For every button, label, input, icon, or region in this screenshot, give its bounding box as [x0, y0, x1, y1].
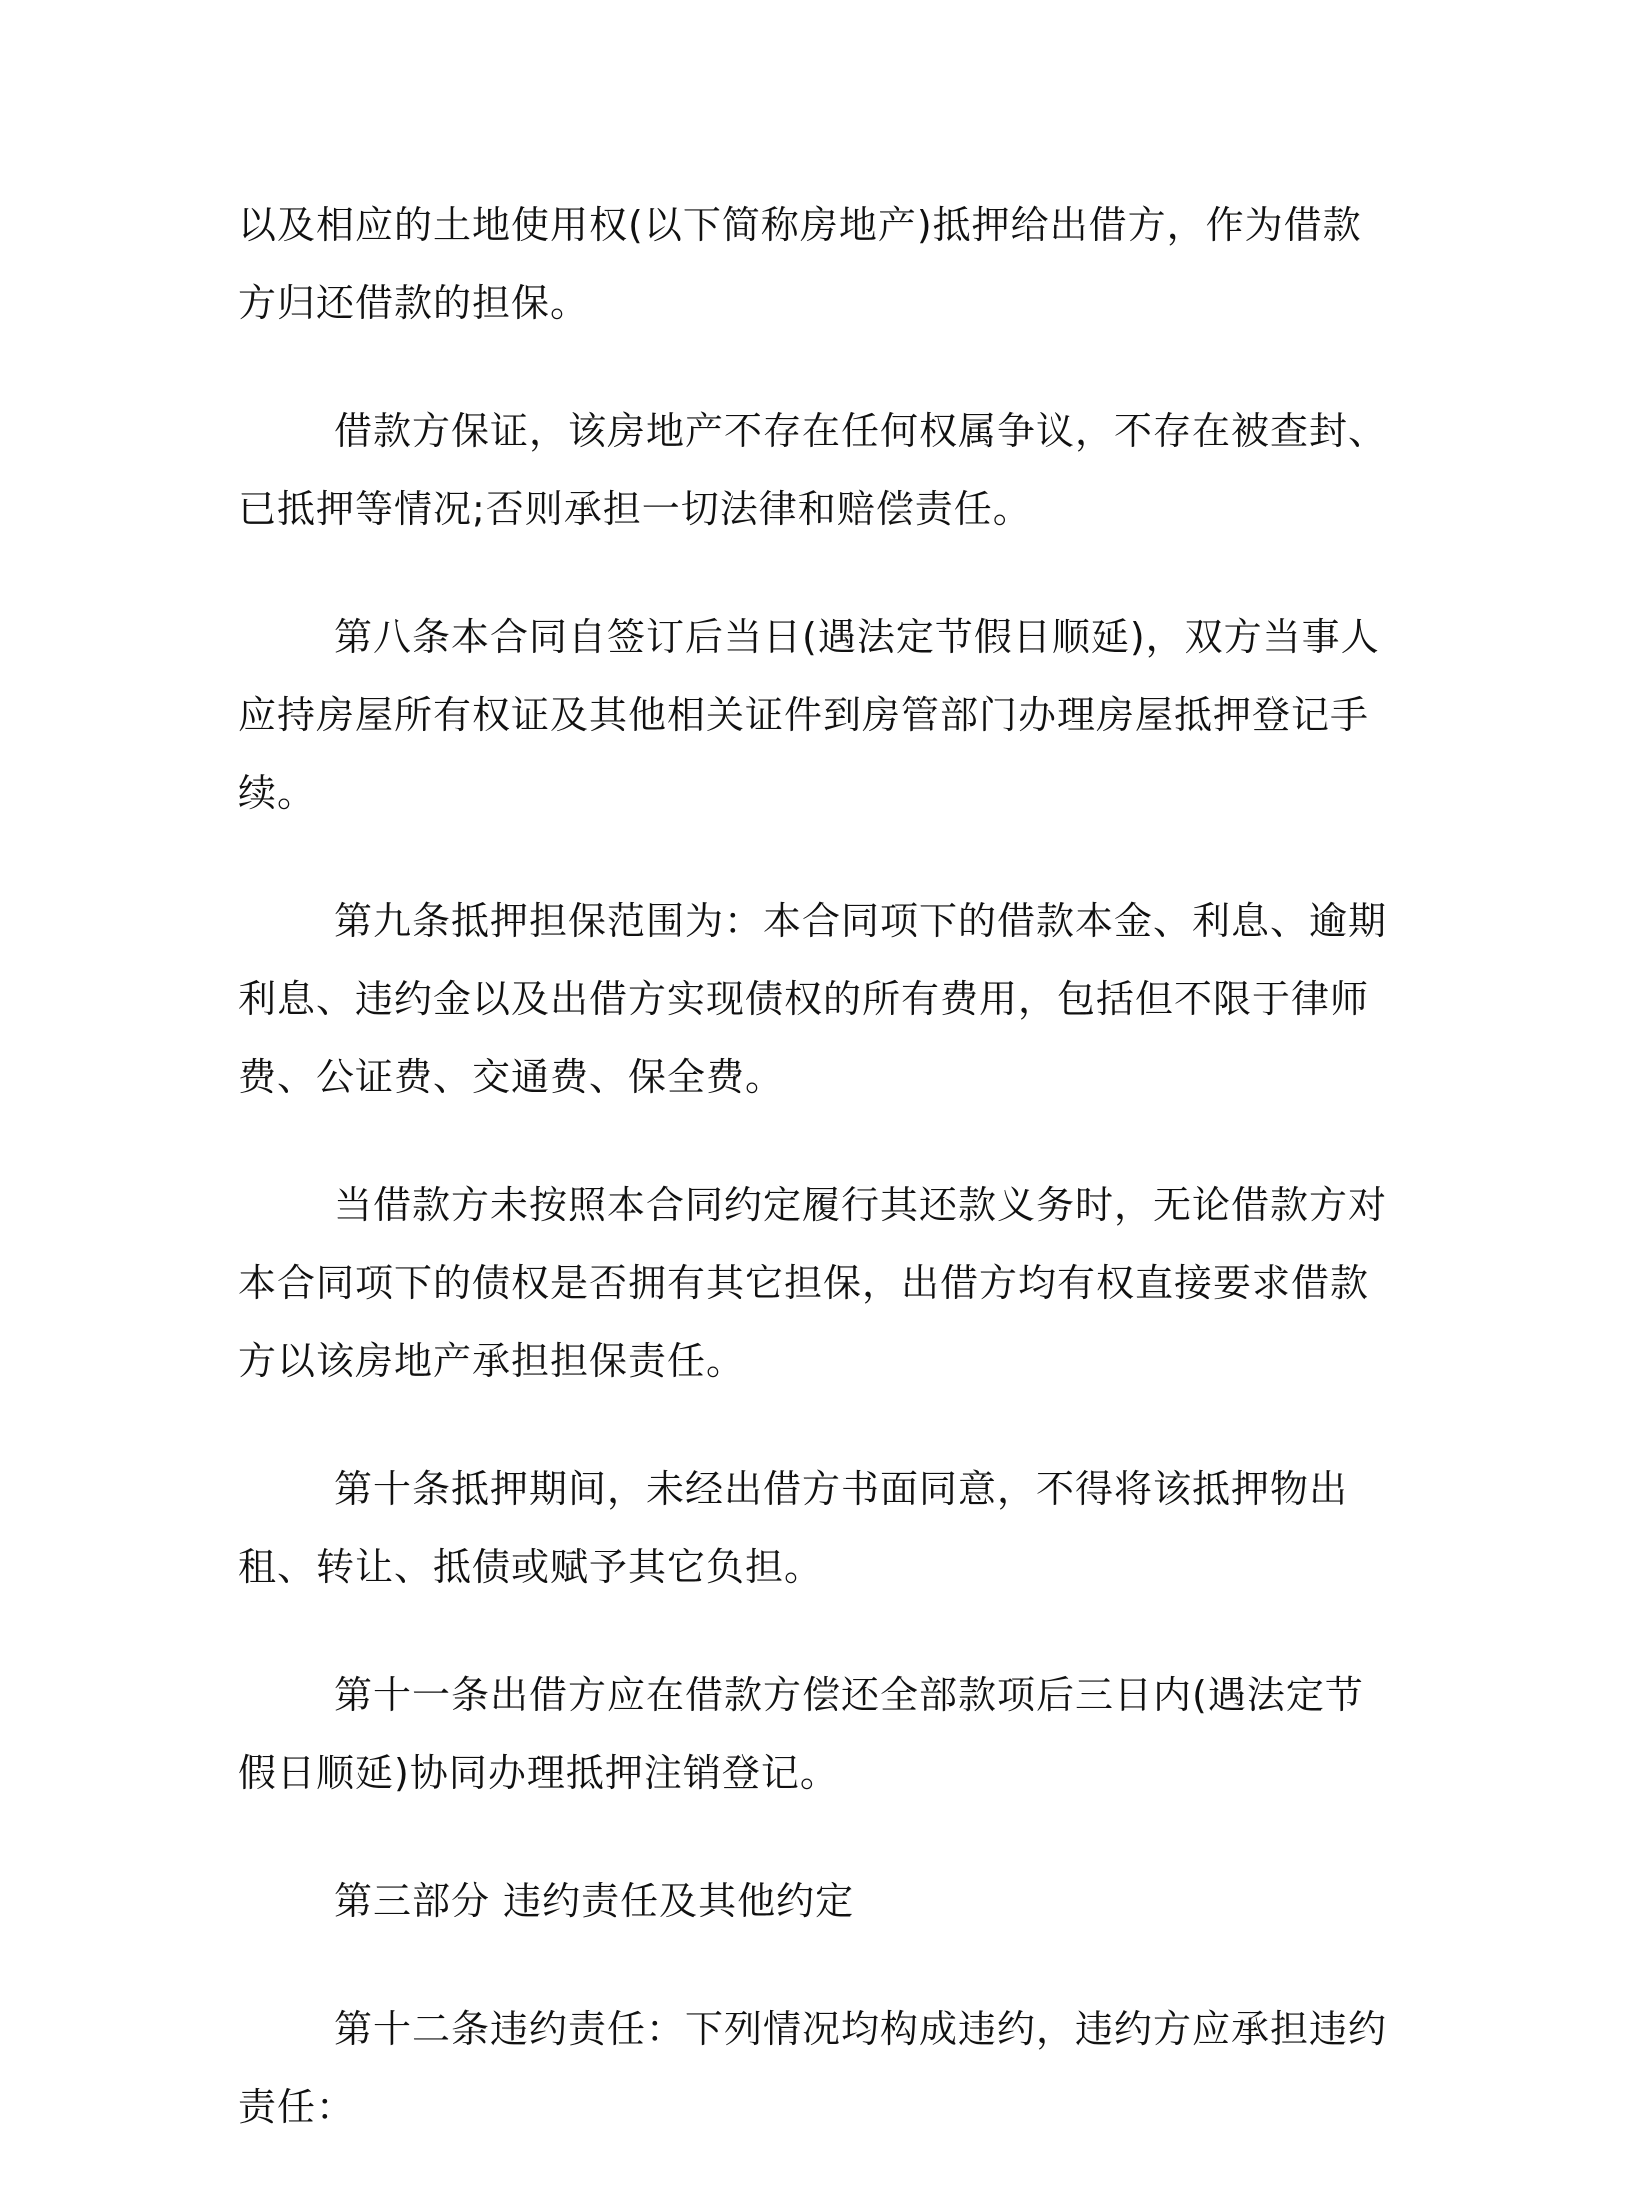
paragraph-mortgage-guarantee: 以及相应的土地使用权(以下简称房地产)抵押给出借方，作为借款方归还借款的担保。	[238, 203, 1362, 325]
paragraph-article-11: 第十一条出借方应在借款方偿还全部款项后三日内(遇法定节假日顺延)协同办理抵押注销登记。	[238, 1673, 1364, 1795]
document-body	[238, 186, 1388, 2196]
paragraph-repayment-default: 当借款方未按照本合同约定履行其还款义务时，无论借款方对本合同项下的债权是否拥有其它担保，出借方均有权直接要求借款方以该房地产承担担保责任。	[238, 1183, 1388, 1383]
paragraph-article-10: 第十条抵押期间，未经出借方书面同意，不得将该抵押物出租、转让、抵债或赋予其它负担。	[238, 1467, 1349, 1589]
paragraph-borrower-warranty: 借款方保证，该房地产不存在任何权属争议，不存在被查封、已抵押等情况;否则承担一切法律和赔偿责任。	[238, 409, 1388, 531]
section-heading-part-3: 第三部分 违约责任及其他约定	[334, 1879, 855, 1923]
paragraph-article-9: 第九条抵押担保范围为：本合同项下的借款本金、利息、逾期利息、违约金以及出借方实现债权的所有费用，包括但不限于律师费、公证费、交通费、保全费。	[238, 899, 1388, 1099]
paragraph-article-12: 第十二条违约责任：下列情况均构成违约，违约方应承担违约责任：	[238, 2007, 1388, 2129]
paragraph-article-8: 第八条本合同自签订后当日(遇法定节假日顺延)，双方当事人应持房屋所有权证及其他相关证件到房管部门办理房屋抵押登记手续。	[238, 615, 1380, 815]
